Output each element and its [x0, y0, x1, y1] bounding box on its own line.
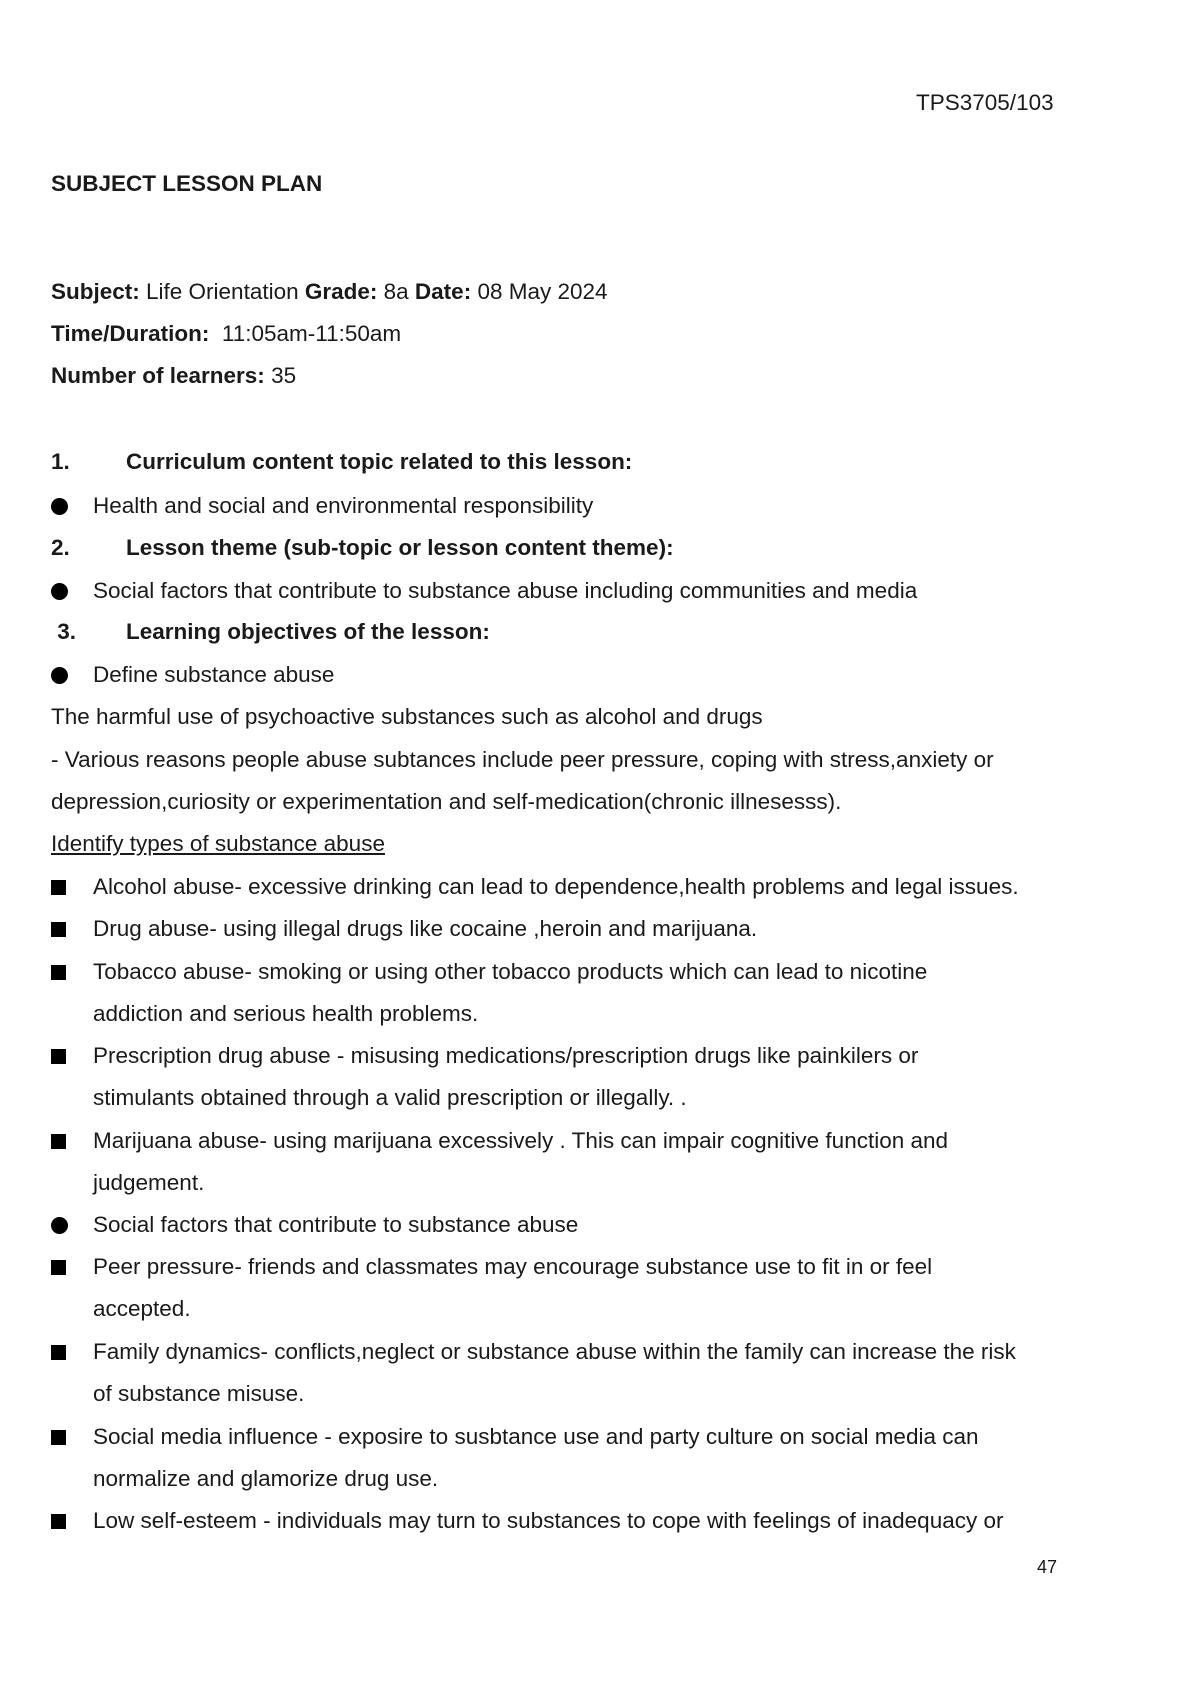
- body-line: depression,curiosity or experimentation and self-medication(chronic illnesesss).: [51, 789, 842, 814]
- subject-label: Subject:: [51, 279, 140, 304]
- section-heading-2: [51, 534, 674, 562]
- list-item-text: Social media influence - exposire to susbtance use and party culture on social media can normalize and glamorize drug use.: [93, 1424, 979, 1492]
- list-item: [51, 1120, 1101, 1205]
- grade-label: Grade:: [304, 279, 378, 304]
- section-number: 2.: [51, 535, 70, 560]
- list-item: [51, 1331, 1101, 1416]
- list-item-text: Prescription drug abuse - misusing medications/prescription drugs like painkilers or stimulants obtained through a valid prescription or illegally. .: [93, 1043, 919, 1111]
- bullet-square-icon: [51, 1514, 66, 1529]
- list-item-text: Family dynamics- conflicts,neglect or substance abuse within the family can increase the risk of substance misuse.: [93, 1339, 1016, 1407]
- bullet-square-icon: [51, 880, 66, 895]
- bullet-square-icon: [51, 1134, 66, 1149]
- bullet-square-icon: [51, 1430, 66, 1445]
- list-item: [51, 1500, 1101, 1542]
- section-heading-text: Learning objectives of the lesson:: [126, 619, 490, 644]
- bullet-square-icon: [51, 922, 66, 937]
- section-number: 1.: [51, 449, 70, 474]
- body-line: - Various reasons people abuse subtances include peer pressure, coping with stress,anxiety or: [51, 747, 994, 772]
- bullet-square-icon: [51, 965, 66, 980]
- section-heading-text: Curriculum content topic related to this lesson:: [126, 449, 633, 474]
- list-item: [51, 908, 1101, 950]
- list-item-text: Social factors that contribute to substance abuse: [93, 1212, 579, 1237]
- list-item-text: Social factors that contribute to substance abuse including communities and media: [93, 578, 918, 603]
- info-line-time: [51, 320, 401, 348]
- list-item: [51, 1204, 1101, 1246]
- list-item-text: Low self-esteem - individuals may turn to substances to cope with feelings of inadequacy or: [93, 1508, 1004, 1533]
- list-item-text: Marijuana abuse- using marijuana excessively . This can impair cognitive function and judgement.: [93, 1128, 949, 1196]
- section-heading-text: Lesson theme (sub-topic or lesson content theme):: [126, 535, 674, 560]
- time-value: 11:05am-11:50am: [209, 321, 402, 346]
- bullet-dot-icon: [51, 498, 68, 515]
- learners-label: Number of learners:: [51, 363, 265, 388]
- document-code: TPS3705/103: [916, 90, 1054, 115]
- learners-value: 35: [264, 363, 297, 388]
- list-item-text: Define substance abuse: [93, 662, 335, 687]
- subject-value: Life Orientation: [139, 279, 305, 304]
- info-line-learners: [51, 362, 296, 390]
- grade-value: 8a: [377, 279, 415, 304]
- time-label: Time/Duration:: [51, 321, 210, 346]
- section-heading-1: [51, 448, 632, 476]
- list-item: [51, 570, 1101, 612]
- bullet-dot-icon: [51, 1217, 68, 1234]
- bullet-square-icon: [51, 1345, 66, 1360]
- bullet-square-icon: [51, 1049, 66, 1064]
- list-item-text: Health and social and environmental responsibility: [93, 493, 594, 518]
- list-item: [51, 1246, 1101, 1331]
- info-line-subject: [51, 278, 608, 306]
- list-item: [51, 866, 1101, 908]
- list-item-text: Drug abuse- using illegal drugs like cocaine ,heroin and marijuana.: [93, 916, 758, 941]
- list-item: [51, 951, 1101, 1036]
- page-title: SUBJECT LESSON PLAN: [51, 171, 323, 196]
- section-number: 3.: [51, 619, 77, 644]
- list-item-text: Alcohol abuse- excessive drinking can lead to dependence,health problems and legal issues.: [93, 874, 1019, 899]
- body-line: The harmful use of psychoactive substances such as alcohol and drugs: [51, 704, 763, 729]
- section-heading-3: [51, 618, 490, 646]
- list-item: [51, 1035, 1101, 1120]
- list-item: [51, 654, 1101, 696]
- list-item-text: Tobacco abuse- smoking or using other tobacco products which can lead to nicotine addiction and serious health problems.: [93, 959, 928, 1027]
- bullet-dot-icon: [51, 667, 68, 684]
- date-label: Date:: [414, 279, 472, 304]
- bullet-square-icon: [51, 1260, 66, 1275]
- types-heading: Identify types of substance abuse: [51, 831, 385, 856]
- bullet-dot-icon: [51, 583, 68, 600]
- date-value: 08 May 2024: [471, 279, 608, 304]
- page-number: 47: [1037, 1557, 1058, 1577]
- list-item-text: Peer pressure- friends and classmates may encourage substance use to fit in or feel accepted.: [93, 1254, 933, 1322]
- list-item: [51, 1416, 1101, 1501]
- list-item: [51, 485, 1101, 527]
